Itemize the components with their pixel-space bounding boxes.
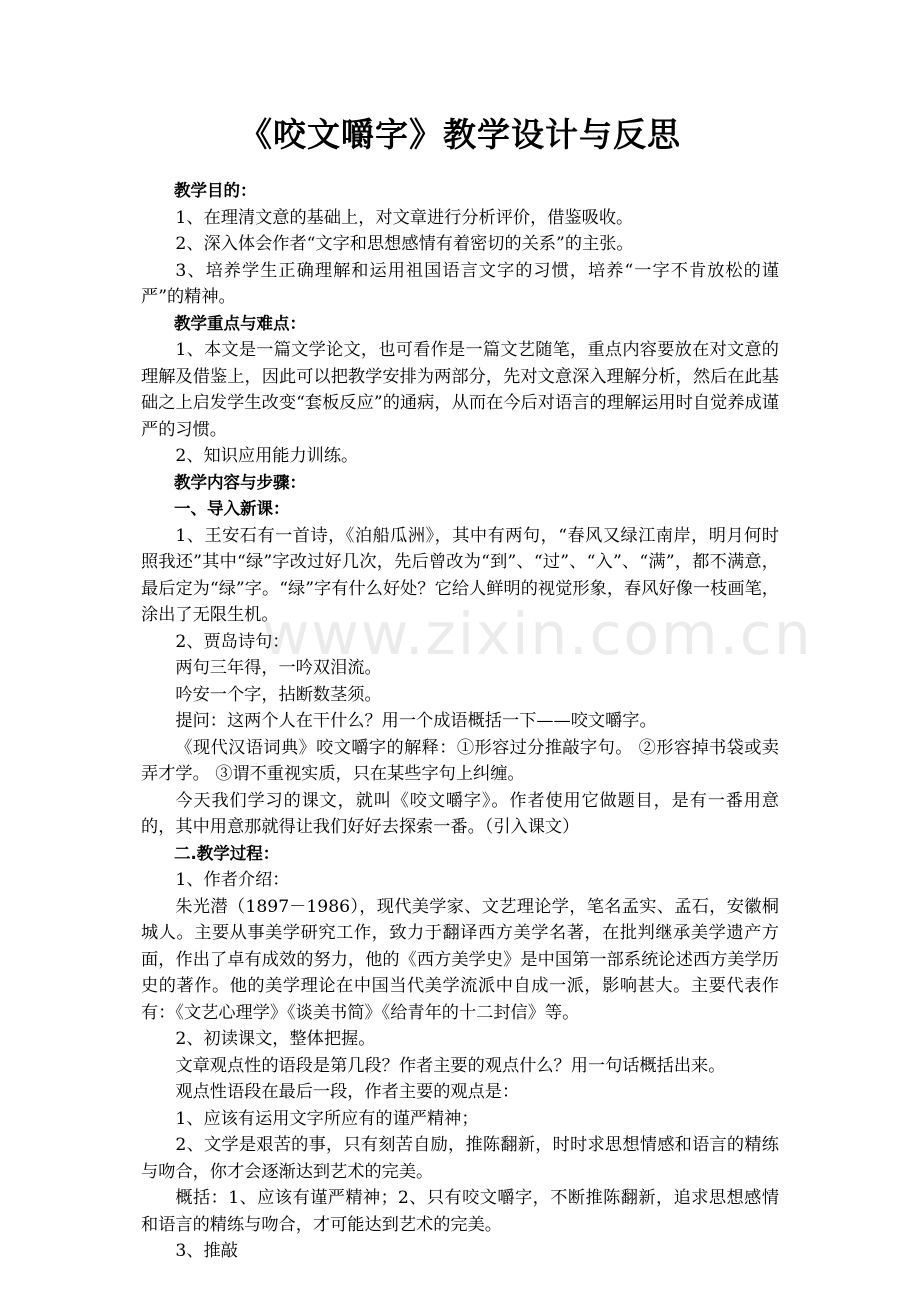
paragraph: 1、应该有运用文字所应有的谨严精神；	[175, 1108, 479, 1129]
section-heading: 二.教学过程：	[174, 843, 280, 863]
paragraph: 提问：这两个人在干什么？用一个成语概括一下——咬文嚼字。	[175, 711, 657, 731]
paragraph: 文章观点性的语段是第几段？作者主要的观点什么？用一句话概括出来。	[175, 1055, 726, 1076]
paragraph: 1、王安石有一首诗，《泊船瓜洲》，其中有两句，“春风又绿江南岸，明月何时照我还”其中“绿”字改过好几次，先后曾改为“到”、“过”、“入”、“满”，都不满意，最后定为“绿”字。“绿”字有什么好处？它给人鲜明的视觉形象，春风好像一枝画笔，涂出了无限生机。	[141, 525, 779, 625]
paragraph: 1、本文是一篇文学论文，也可看作是一篇文艺随笔，重点内容要放在对文意的理解及借鉴上，因此可以把教学安排为两部分，先对文意深入理解分析，然后在此基础之上启发学生改变“套板反应”的通病，从而在今后对语言的理解运用时自觉养成谨严的习惯。	[141, 340, 779, 440]
watermark: www.zixin.com.cn	[262, 600, 813, 668]
paragraph: 朱光潜（1897－1986），现代美学家、文艺理论学，笔名孟实、孟石，安徽桐城人。主要从事美学研究工作，致力于翻译西方美学名著，在批判继承美学遗产方面，作出了卓有成效的努力，他的《西方美学史》是中国第一部系统论述西方美学历史的著作。他的美学理论在中国当代美学流派中自成一派，影响甚大。主要代表作有：《文艺心理学》《谈美书简》《给青年的十二封信》等。	[141, 896, 779, 1023]
paragraph: 2、贾岛诗句：	[175, 631, 290, 652]
paragraph: 1、在理清文意的基础上，对文章进行分析评价，借鉴吸收。	[175, 207, 634, 228]
paragraph: 2、深入体会作者“文字和思想感情有着密切的关系”的主张。	[175, 234, 634, 254]
paragraph: 观点性语段在最后一段，作者主要的观点是：	[175, 1082, 520, 1102]
section-heading: 教学内容与步骤：	[174, 472, 306, 492]
section-heading: 教学目的：	[174, 181, 257, 200]
paragraph: 吟安一个字，拈断数茎须。	[175, 684, 382, 705]
paragraph: 两句三年得，一吟双泪流。	[175, 658, 382, 678]
paragraph: 3、培养学生正确理解和运用祖国语言文字的习惯，培养“一字不肯放松的谨严”的精神。	[141, 260, 779, 307]
document-body	[141, 178, 779, 1265]
paragraph: 2、文学是艰苦的事，只有刻苦自励，推陈翻新，时时求思想情感和语言的精练与吻合，你才会逐渐达到艺术的完美。	[141, 1135, 779, 1182]
section-heading: 一、导入新课：	[174, 499, 290, 518]
paragraph: 概括：1、应该有谨严精神；2、只有咬文嚼字，不断推陈翻新，追求思想感情和语言的精练与吻合，才可能达到艺术的完美。	[141, 1188, 779, 1235]
paragraph: 今天我们学习的课文，就叫《咬文嚼字》。作者使用它做题目，是有一番用意的，其中用意那就得让我们好好去探索一番。（引入课文）	[141, 790, 779, 837]
section-heading: 教学重点与难点：	[174, 313, 306, 333]
page-title: 《咬文嚼字》教学设计与反思	[239, 115, 681, 154]
paragraph: 3、推敲	[175, 1241, 238, 1261]
paragraph: 2、初读课文，整体把握。	[175, 1029, 376, 1049]
paragraph: 《现代汉语词典》咬文嚼字的解释：①形容过分推敲字句。 ②形容掉书袋或卖弄才学。 ③谓不重视实质，只在某些字句上纠缠。	[141, 737, 779, 784]
paragraph: 1、作者介绍：	[175, 870, 290, 890]
paragraph: 2、知识应用能力训练。	[175, 446, 359, 466]
